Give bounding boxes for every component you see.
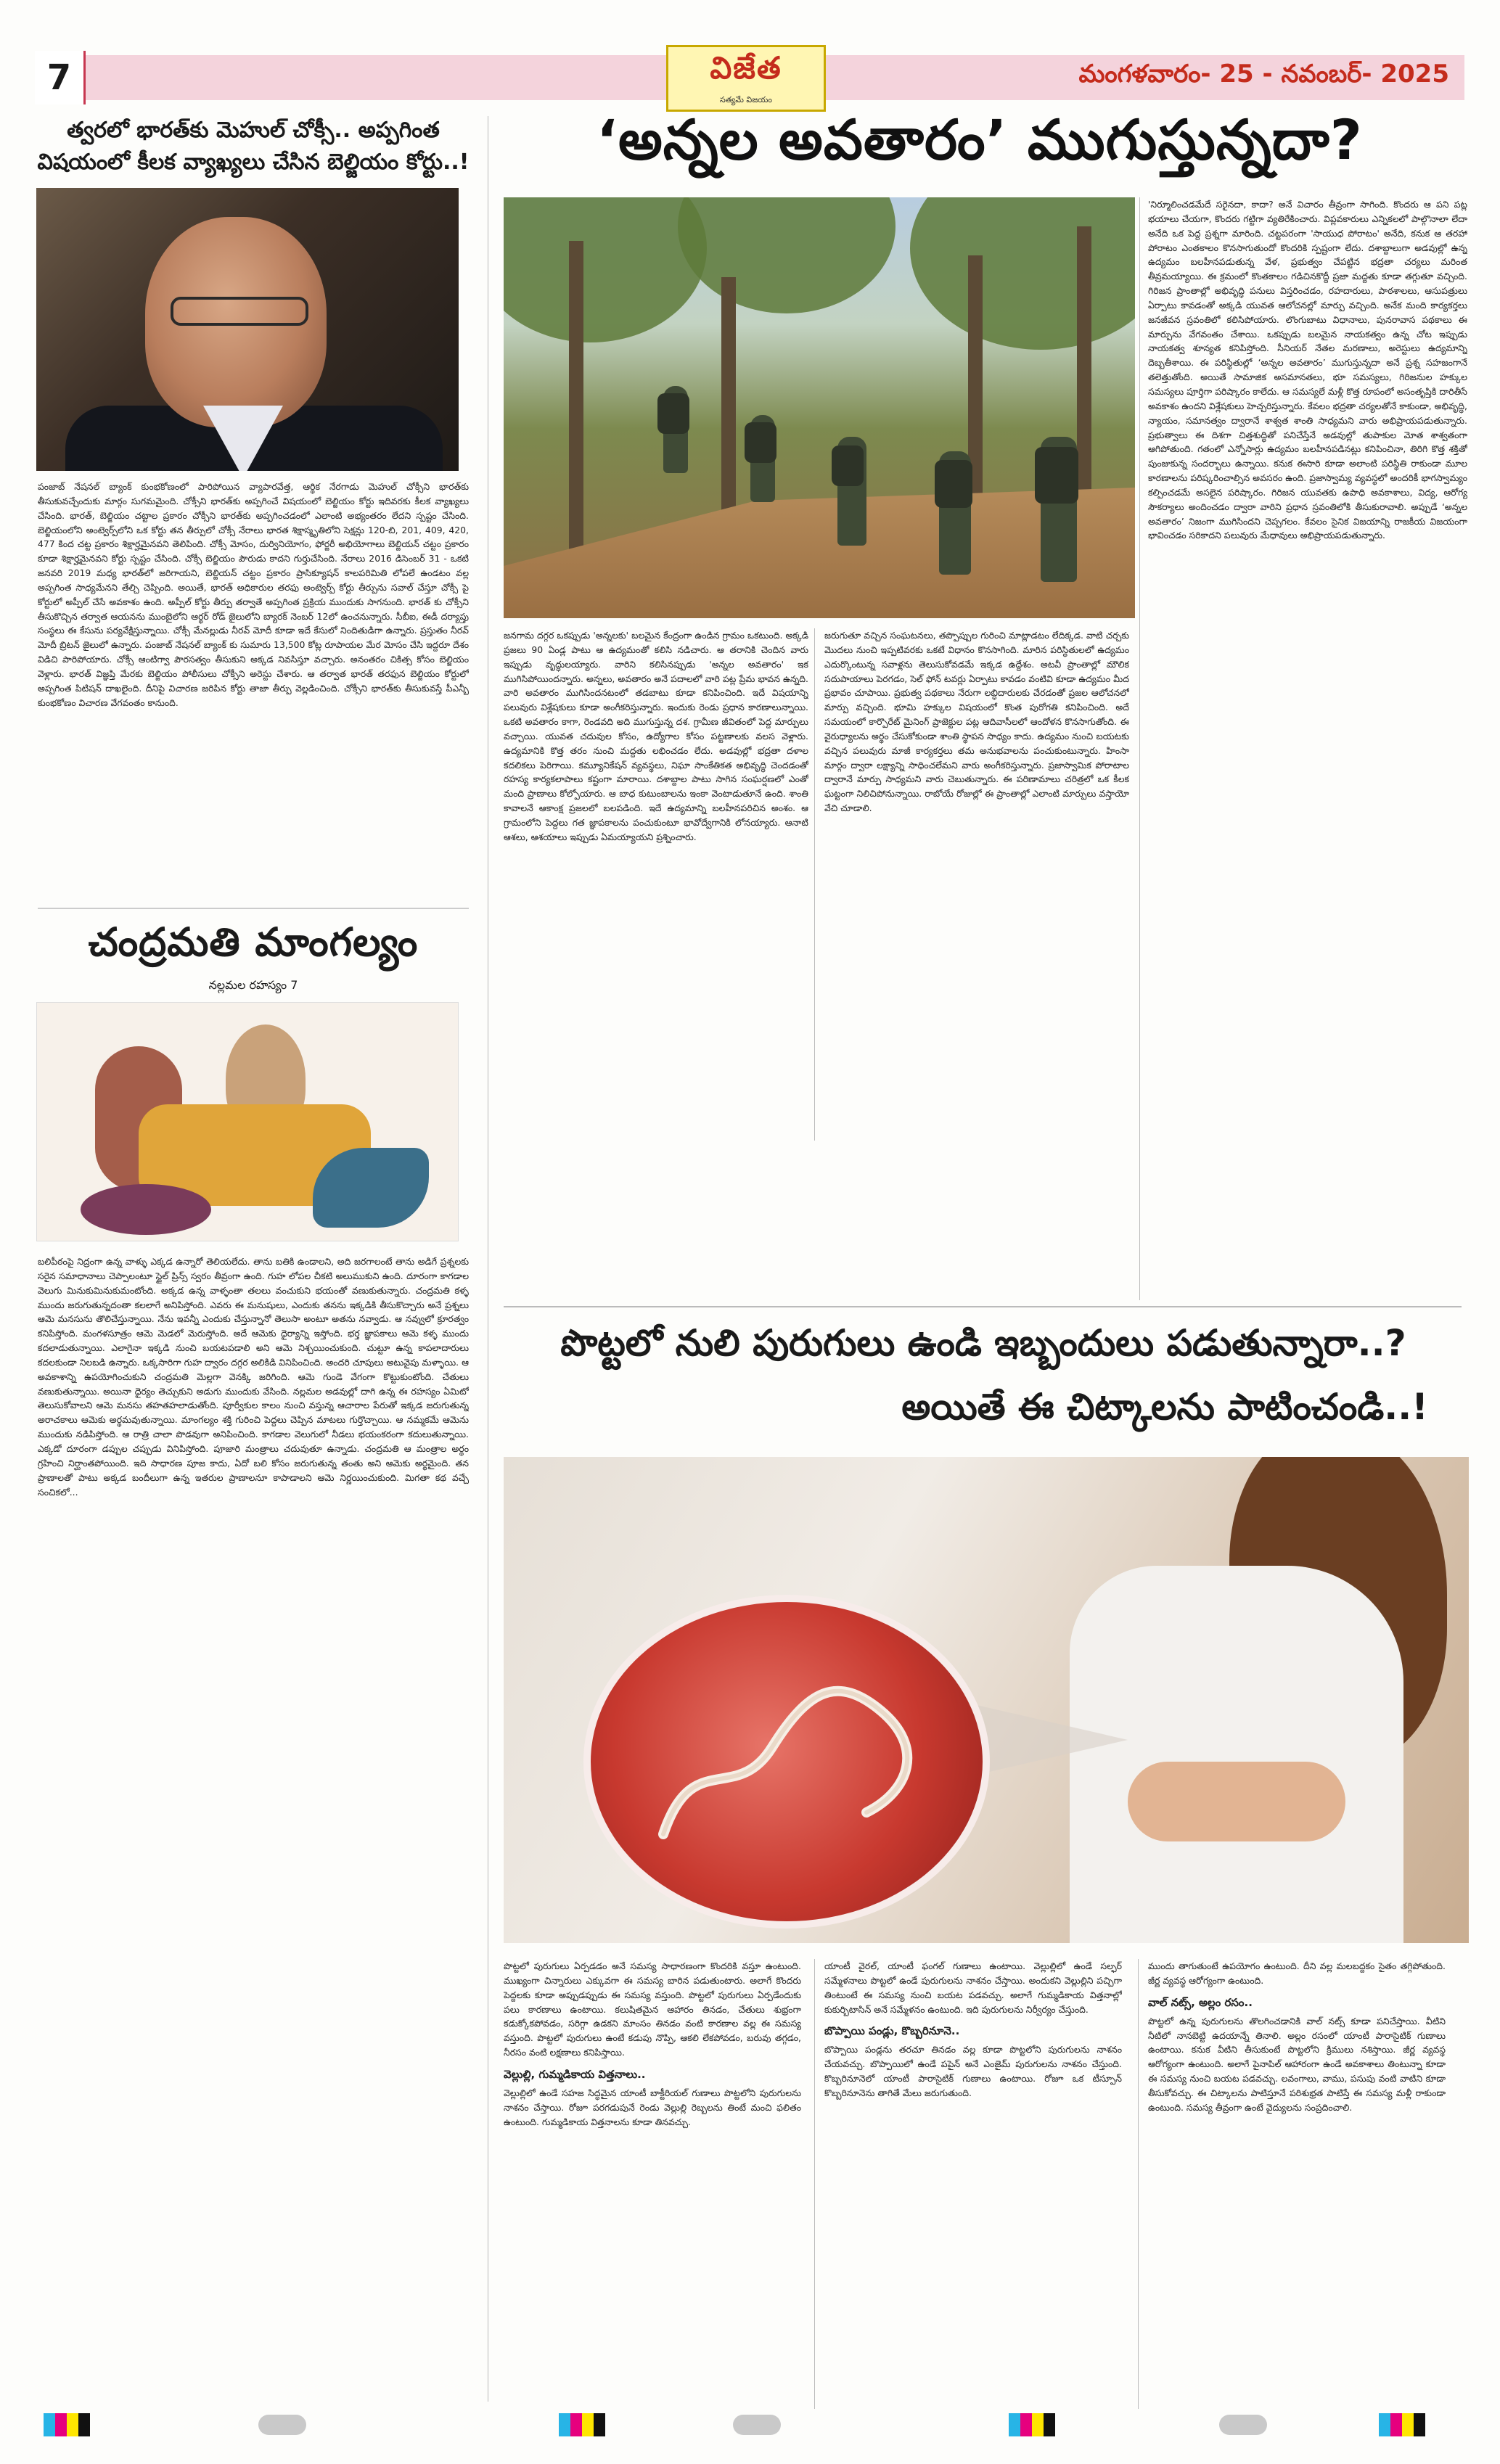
health-col2b-text: బొప్పాయి పండ్లను తరచూ తినడం వల్ల కూడా పొట్టలోని పురుగులను నాశనం చేయవచ్చు. బొప్పాయిలో ఉండే పపైన్ అనే ఎంజైమ్ పురుగులను నాశనం చేస్తుంది. కొబ్బరినూనెలో యాంటీ పారాసైటిక్ గుణాలు ఉంటాయి. రోజూ ఒక టీస్పూన్ కొబ్బరినూనెను తాగితే మేలు జరుగుతుంది. bbox=[824, 2044, 1122, 2098]
backpack-shape bbox=[745, 422, 776, 463]
tree-canopy-shape bbox=[504, 197, 707, 342]
dateline: మంగళవారం- 25 - నవంబర్- 2025 bbox=[1078, 59, 1449, 89]
health-column-2 bbox=[824, 1959, 1122, 2423]
health-headline: పొట్టలో నులి పురుగులు ఉండి ఇబ్బందులు పడుతున్నారా..? bbox=[560, 1322, 1406, 1364]
backpack-shape bbox=[935, 460, 972, 508]
serial-illustration bbox=[36, 1002, 459, 1241]
tree-canopy-shape bbox=[910, 197, 1135, 350]
health-col2-text: యాంటీ వైరల్, యాంటీ ఫంగల్ గుణాలు ఉంటాయి. వెల్లుల్లిలో ఉండే సల్ఫర్ సమ్మేళనాలు పొట్టలో ఉండే పురుగులను నాశనం చేస్తాయి. అందుకని వెల్లుల్లిని పచ్చిగా తింటుంటే ఈ సమస్య నుంచి బయట పడవచ్చు. అలాగే గుమ్మడికాయ విత్తనాల్లో కుకుర్బిటాసిన్ అనే సమ్మేళనం ఉంటుంది. ఇది పురుగులను నిర్వీర్యం చేస్తుంది. bbox=[824, 1960, 1122, 2015]
left-column bbox=[32, 110, 475, 2367]
serial-body: బలిపీఠంపై నిద్రంగా ఉన్న వాళ్ళు ఎక్కడ ఉన్నారో తెలియలేదు. తాను బతికి ఉండాలని, అది జరగాలంటే తాను అడిగే ప్రశ్నలకు సరైన సమాధానాలు చెప్పాలంటూ స్టైల్ ప్రిన్స్ స్వరం తీవ్రంగా ఉంది. గుహ లోపల చీకటి అలుముకుని ఉంది. దూరంగా కాగడాల వెలుగు మినుకుమినుకుమంటోంది. అక్కడ ఉన్న వాళ్ళంతా తలలు వంచుకుని భయంతో వణుకుతున్నారు. చంద్రమతి కళ్ళ ముందు జరుగుతున్నదంతా కలలాగే అనిపిస్తోంది. ఎవరు ఈ మనుషులు, ఎందుకు తనను ఇక్కడికి తీసుకొచ్చారు అనే ప్రశ్నలు ఆమె మనసును తొలిచేస్తున్నాయి. నేను ఇవన్నీ ఎందుకు చేస్తున్నానో తెలుసా అంటూ అతను నవ్వాడు. ఆ నవ్వులో క్రూరత్వం కనిపిస్తోంది. మంగళసూత్రం ఆమె మెడలో మెరుస్తోంది. అదే ఆమెకు ధైర్యాన్ని ఇస్తోంది. భర్త జ్ఞాపకాలు ఆమె కళ్ళ ముందు కదలాడుతున్నాయి. ఎలాగైనా ఇక్కడి నుంచి బయటపడాలి అని ఆమె నిశ్చయించుకుంది. చుట్టూ ఉన్న కాపలాదారులు కదలకుండా నిలబడి ఉన్నారు. ఒక్కసారిగా గుహ ద్వారం దగ్గర అలికిడి వినిపించింది. అందరి చూపులు అటువైపు మళ్ళాయి. ఆ అవకాశాన్ని ఉపయోగించుకుని చంద్రమతి మెల్లగా వెనక్కి జరిగింది. ఆమె గుండె వేగంగా కొట్టుకుంటోంది. చేతులు వణుకుతున్నాయి. అయినా ధైర్యం తెచ్చుకుని అడుగు ముందుకు వేసింది. నల్లమల అడవుల్లో దాగి ఉన్న ఈ రహస్యం ఏమిటో తెలుసుకోవాలని ఆమె మనసు తహతహలాడుతోంది. పూర్వీకుల కాలం నుంచి వస్తున్న ఆచారాల పేరుతో ఇక్కడ జరుగుతున్న అరాచకాలు ఆమెకు అర్థమవుతున్నాయి. మాంగల్యం శక్తి గురించి పెద్దలు చెప్పిన మాటలు గుర్తొచ్చాయి. ఆ నమ్మకమే ఆమెను ముందుకు నడిపిస్తోంది. ఆ రాత్రి చాలా పొడవుగా అనిపించింది. కాగడాల వెలుగులో నీడలు భయంకరంగా కదులుతున్నాయి. ఎక్కడో దూరంగా డప్పుల చప్పుడు వినిపిస్తోంది. పూజారి మంత్రాలు చదువుతూ ఉన్నాడు. చంద్రమతి ఆ మంత్రాల అర్థం గ్రహించి నిర్ఘాంతపోయింది. ఇది సాధారణ పూజ కాదు, ఏదో బలి కోసం జరుగుతున్న తంతు అని ఆమెకు అర్థమైంది. తన ప్రాణాలతో పాటు అక్కడ బందీలుగా ఉన్న ఇతరుల ప్రాణాలనూ కాపాడాలని ఆమె నిర్ణయించుకుంది. మిగతా కథ వచ్చే సంచికలో... bbox=[38, 1256, 469, 1498]
health-subhead-garlic: వెల్లుల్లి, గుమ్మడికాయ విత్తనాలు.. bbox=[504, 2067, 646, 2081]
worm-illustration bbox=[649, 1646, 925, 1863]
tree-canopy-shape bbox=[678, 197, 896, 313]
registration-pill bbox=[1219, 2415, 1267, 2435]
masthead-title: విజేత bbox=[710, 50, 782, 86]
column-rule bbox=[1138, 1959, 1139, 2409]
health-column-3 bbox=[1148, 1959, 1446, 2423]
masthead-tagline: సత్యమే విజయం bbox=[720, 95, 772, 104]
backpack-shape bbox=[657, 393, 689, 434]
health-col3-text: ముందు తాగుతుంటే ఉపయోగం ఉంటుంది. దీని వల్ల మలబద్దకం సైతం తగ్గిపోతుంది. జీర్ణ వ్యవస్థ ఆరోగ్యంగా ఉంటుంది. bbox=[1148, 1960, 1446, 1986]
lead-column-b: జరుగుతూ వచ్చిన సంఘటనలు, తప్పొప్పుల గురించి మాట్లాడటం లేదిక్కడ. వాటి చర్చకు మొదలు నుంచి ఇప్పటివరకు ఒకటే విధానం కొనసాగింది. మారిన పరిస్థితులలో ఉద్యమం ఎదుర్కొంటున్న సవాళ్లను తెలుసుకోవడమే ఇక్కడ ఉద్దేశం. అటవీ ప్రాంతాల్లో మౌలిక సదుపాయాలు పెరగడం, సెల్ ఫోన్ టవర్లు ఏర్పాటు కావడం వంటివి కూడా ఉద్యమం మీద ప్రభావం చూపాయి. ప్రభుత్వ పథకాలు నేరుగా లబ్ధిదారులకు చేరడంతో ప్రజల ఆలోచనలో మార్పు వచ్చింది. భూమి హక్కుల విషయంలో కొంత పురోగతి కనిపించింది. అదే సమయంలో కార్పొరేట్ మైనింగ్ ప్రాజెక్టుల పట్ల ఆదివాసీలలో ఆందోళన కొనసాగుతోంది. ఈ వైరుధ్యాలను అర్థం చేసుకోకుండా శాంతి స్థాపన సాధ్యం కాదు. ఉద్యమం నుంచి బయటకు వచ్చిన పలువురు మాజీ కార్యకర్తలు తమ అనుభవాలను పంచుకుంటున్నారు. హింసా మార్గం ద్వారా లక్ష్యాన్ని సాధించలేమని వారు అంగీకరిస్తున్నారు. ప్రజాస్వామిక పోరాటాల ద్వారానే మార్పు సాధ్యమని వారు చెబుతున్నారు. ఈ పరిణామాలు చరిత్రలో ఒక కీలక ఘట్టంగా నిలిచిపోనున్నాయి. రాబోయే రోజుల్లో ఈ ప్రాంతాల్లో ఎలాంటి మార్పులు వస్తాయో వేచి చూడాలి. bbox=[824, 630, 1129, 814]
illus-floor-shape bbox=[81, 1184, 211, 1235]
torso-shape bbox=[1070, 1566, 1403, 1943]
health-subhead-papaya: బొప్పాయి పండ్లు, కొబ్బరినూనె.. bbox=[824, 2024, 960, 2038]
serial-title: చంద్రమతి మాంగల్యం bbox=[88, 919, 419, 965]
forest-patrol-photo bbox=[504, 197, 1135, 618]
choksi-body: పంజాబ్ నేషనల్ బ్యాంక్ కుంభకోణంలో పారిపోయిన వ్యాపారవేత్త, ఆర్థిక నేరగాడు మెహుల్ చోక్సీని భారత్‌కు తీసుకువచ్చేందుకు మార్గం సుగమమైంది. చోక్సీని భారత్‌కు అప్పగించే విషయంలో బెల్జియం కోర్టు ఇదివరకు కీలక వ్యాఖ్యలు చేసింది. భారత్, బెల్జియం చట్టాల ప్రకారం చోక్సీని భారత్‌కు అప్పగించడంలో ఎలాంటి అభ్యంతరం లేదని స్పష్టం చేసింది. బెల్జియంలోని అంట్వెర్ప్‌లోని ఒక కోర్టు తన తీర్పులో చోక్సీ నేరాలు భారత శిక్షాస్మృతిలోని సెక్షన్లు 120-బి, 201, 409, 420, 477 కింద చట్ట ప్రకారం శిక్షార్హమైనవని తెలిపింది. చోక్సీ మోసం, దుర్వినియోగం, ఫోర్జరీ అభియోగాలు బెల్జియన్ చట్టం ప్రకారం కూడా శిక్షార్హమైనవని కోర్టు స్పష్టం చేసింది. చోక్సీ బెల్జియం పౌరుడు కాదని గుర్తుచేసింది. నేరాలు 2016 డిసెంబర్ 31 - ఒకటి జనవరి 2019 మధ్య భారత్‌లో జరిగాయని, బెల్జియన్ చట్టం ప్రకారం ప్రాసిక్యూషన్ కాలపరిమితి లోపలే ఉండటం వల్ల అప్పగింత సాధ్యమేనని తేల్చి చెప్పింది. అయితే, భారత్ అధికారుల తరఫు అంట్వెర్ప్ కోర్టు తీర్పును సవాల్ చేస్తూ చోక్సీ పై కోర్టులో అప్పీల్ చేసే అవకాశం ఉంది. అప్పీల్ కోర్టు తీర్పు తర్వాతే అప్పగింత ప్రక్రియ ముందుకు సాగనుంది. భారత్ కు చోక్సీని తీసుకొచ్చిన తర్వాత ఆయనను ముంబైలోని ఆర్థర్ రోడ్ జైలులోని బ్యారక్ నెంబర్ 12లో ఉంచనున్నారు. సీబీఐ, ఈడీ దర్యాప్తు సంస్థలు ఈ కేసును పర్యవేక్షిస్తున్నాయి. చోక్సీ మేనల్లుడు నీరవ్ మోదీ కూడా ఇదే కేసులో నిందితుడిగా ఉన్నారు. ప్రస్తుతం నీరవ్ మోదీ బ్రిటన్ జైలులో ఉన్నారు. పంజాబ్ నేషనల్ బ్యాంక్ కు సుమారు 13,500 కోట్ల రూపాయల మేర మోసం చేసి ఇద్దరూ దేశం విడిచి పారిపోయారు. చోక్సీ ఆంటిగ్వా పౌరసత్వం తీసుకుని అక్కడ నివసిస్తూ వచ్చారు. అనంతరం చికిత్స కోసం బెల్జియం వెళ్లారు. భారత్ విజ్ఞప్తి మేరకు బెల్జియం పోలీసులు చోక్సీని అరెస్టు చేశారు. ఆ తర్వాత భారత్ తరఫున బెల్జియం కోర్టులో అప్పగింత పిటిషన్ దాఖలైంది. దీనిపై విచారణ జరిపిన కోర్టు తాజా తీర్పు వెల్లడించింది. చోక్సీని భారత్‌కు తీసుకువస్తే పీఎన్బీ కుంభకోణం విచారణ వేగవంతం కానుంది. bbox=[38, 481, 469, 708]
color-registration-marks bbox=[559, 2413, 605, 2436]
page-number: 7 bbox=[35, 51, 86, 104]
lead-column-a: జనగామ దగ్గర ఒకప్పుడు 'అన్నలకు' బలమైన కేంద్రంగా ఉండిన గ్రామం ఒకటుంది. అక్కడి ప్రజలు 90 ఏండ్ల పాటు ఆ ఉద్యమంతో కలిసి నడిచారు. ఆ తరానికి చెందిన వారు ఇప్పుడు వృద్ధులయ్యారు. వారిని కలిసినప్పుడు 'అన్నల అవతారం' ఇక ముగిసిపోయిందన్నారు. అన్నలు, అవతారం అనే పదాలలో వారి పట్ల ప్రేమ భావన ఉన్నది. వారి అవతారం ముగిసిందనటంలో తడబాటు కూడా కనిపించింది. ఇదే విషయాన్ని పలువురు విశ్లేషకులు కూడా అంగీకరిస్తున్నారు. ఇందుకు రెండు ప్రధాన కారణాలున్నాయి. ఒకటి అవతారం కాగా, రెండవది అది ముగుస్తున్న దశ. గ్రామీణ జీవితంలో పెద్ద మార్పులు వచ్చాయి. యువత చదువుల కోసం, ఉద్యోగాల కోసం పట్టణాలకు వలస వెళ్లారు. ఉద్యమానికి కొత్త తరం నుంచి మద్దతు లభించడం లేదు. అడవుల్లో భద్రతా దళాల కదలికలు పెరిగాయి. కమ్యూనికేషన్ వ్యవస్థలు, నిఘా సాంకేతికత అభివృద్ధి చెందడంతో రహస్య కార్యకలాపాలు కష్టంగా మారాయి. దశాబ్దాల పాటు సాగిన సంఘర్షణలో ఎంతో మంది ప్రాణాలు కోల్పోయారు. ఆ బాధ కుటుంబాలను ఇంకా వెంటాడుతూనే ఉంది. శాంతి కావాలనే ఆకాంక్ష ప్రజలలో బలపడింది. ఇదే ఉద్యమాన్ని బలహీనపరిచిన అంశం. ఆ గ్రామంలోని పెద్దలు గత జ్ఞాపకాలను పంచుకుంటూ భావోద్వేగానికి లోనయ్యారు. ఆనాటి ఆశలు, ఆశయాలు ఇప్పుడు ఏమయ్యాయని ప్రశ్నించారు. bbox=[504, 630, 808, 842]
color-registration-marks bbox=[1379, 2413, 1425, 2436]
registration-pill bbox=[733, 2415, 781, 2435]
illus-cloth-shape bbox=[313, 1148, 429, 1228]
health-col1-text: పొట్టలో పురుగులు ఏర్పడడం అనే సమస్య సాధారణంగా కొందరికి వస్తూ ఉంటుంది. ముఖ్యంగా చిన్నారులు ఎక్కువగా ఈ సమస్య బారిన పడుతుంటారు. అలాగే కొందరు పెద్దలకు కూడా అప్పుడప్పుడు ఈ సమస్య వస్తుంది. పొట్టలో పురుగులు ఏర్పడేందుకు పలు కారణాలు ఉంటాయి. కలుషితమైన ఆహారం తినడం, చేతులు శుభ్రంగా కడుక్కోకపోవడం, సరిగ్గా ఉడకని మాంసం తినడం వంటి కారణాల వల్ల ఈ సమస్య వస్తుంది. పొట్టలో పురుగులు ఉంటే కడుపు నొప్పి, ఆకలి లేకపోవడం, బరువు తగ్గడం, నీరసం వంటి లక్షణాలు కనిపిస్తాయి. bbox=[504, 1960, 801, 2058]
health-subheadline: అయితే ఈ చిట్కాలను పాటించండి..! bbox=[901, 1386, 1428, 1428]
serial-subtitle: నల్లమల రహస్యం 7 bbox=[208, 978, 298, 992]
section-divider bbox=[504, 1306, 1462, 1307]
photo-glasses-shape bbox=[171, 297, 308, 326]
color-registration-marks bbox=[1009, 2413, 1055, 2436]
health-subhead-walnut: వాల్ నట్స్, అల్లం రసం.. bbox=[1148, 1995, 1253, 2009]
stomach-worm-photo bbox=[504, 1457, 1469, 1943]
column-rule bbox=[814, 628, 815, 1141]
health-col3b-text: పొట్టలో ఉన్న పురుగులను తొలగించడానికి వాల్ నట్స్ కూడా పనిచేస్తాయి. వీటిని నీటిలో నానబెట్టి ఉదయాన్నే తినాలి. అల్లం రసంలో యాంటీ పారాసైటిక్ గుణాలు ఉంటాయి. కనుక వీటిని తీసుకుంటే పొట్టలోని క్రిములు నశిస్తాయి. జీర్ణ వ్యవస్థ ఆరోగ్యంగా ఉంటుంది. అలాగే పైనాపిల్ ఆహారంగా ఉండే అవకాశాలు తింటున్నా కూడా ఈ సమస్య నుంచి బయట పడవచ్చు. లవంగాలు, వాము, పసుపు వంటి వాటిని కూడా తీసుకోవచ్చు. ఈ చిట్కాలను పాటిస్తూనే పరిశుభ్రత పాటిస్తే ఈ సమస్య మళ్లీ రాకుండా ఉంటుంది. సమస్య తీవ్రంగా ఉంటే వైద్యులను సంప్రదించాలి. bbox=[1148, 2015, 1446, 2113]
health-col1b-text: వెల్లుల్లిలో ఉండే సహజ సిద్ధమైన యాంటీ బాక్టీరియల్ గుణాలు పొట్టలోని పురుగులను నాశనం చేస్తాయి. రోజూ పరగడుపునే రెండు వెల్లుల్లి రెబ్బలను తింటే మంచి ఫలితం ఉంటుంది. గుమ్మడికాయ విత్తనాలను కూడా తినవచ్చు. bbox=[504, 2087, 801, 2127]
choksi-headline: త్వరలో భారత్‌కు మెహుల్ చోక్సీ.. అప్పగింత విషయంలో కీలక వ్యాఖ్యలు చేసిన బెల్జియం కోర్టు..! bbox=[37, 118, 470, 175]
backpack-shape bbox=[832, 445, 864, 486]
health-column-1 bbox=[504, 1959, 801, 2423]
divider bbox=[38, 908, 469, 909]
column-rule bbox=[814, 1959, 815, 2409]
masthead-logo bbox=[666, 45, 826, 112]
hand-shape bbox=[1128, 1762, 1345, 1841]
column-rule bbox=[1139, 197, 1140, 1300]
registration-pill bbox=[258, 2415, 306, 2435]
color-registration-marks bbox=[44, 2413, 90, 2436]
choksi-photo bbox=[36, 188, 459, 471]
lead-right-column: 'నిర్మూలించడమేదే సరైనదా, కాదా? అనే విచారం తీవ్రంగా సాగింది. కొందరు ఆ పని పట్ల భయాలు చేయగా, కొందరు గట్టిగా వ్యతిరేకించారు. విప్లవకారులు ఎన్నికలలో పాల్గొనాలా లేదా అనేది ఒక పెద్ద ప్రశ్నగా మారింది. చట్టపరంగా 'సాయుధ పోరాటం' అనేది, కనుక ఆ తరహా పోరాటం ఎంతకాలం కొనసాగుతుందో కొందరికి స్పష్టంగా లేదు. దశాబ్దాలుగా అడవుల్లో ఉన్న ఉద్యమం బలహీనపడుతున్న వేళ, ప్రభుత్వం చేపట్టిన భద్రతా చర్యలు మరింత తీవ్రమయ్యాయి. ఈ క్రమంలో కొంతకాలం గడిచినకొద్దీ ప్రజా మద్దతు కూడా తగ్గుతూ వచ్చింది. గిరిజన ప్రాంతాల్లో అభివృద్ధి పనులు విస్తరించడం, రహదారులు, పాఠశాలలు, ఆసుపత్రులు ఏర్పాటు కావడంతో అక్కడి యువత ఆలోచనల్లో మార్పు వచ్చింది. అనేక మంది కార్యకర్తలు జనజీవన స్రవంతిలో కలిసిపోయారు. లొంగుబాటు విధానాలు, పునరావాస పథకాలు ఈ మార్పును వేగవంతం చేశాయి. ఒకప్పుడు బలమైన నాయకత్వం ఉన్న చోట ఇప్పుడు నాయకత్వ శూన్యత కనిపిస్తోంది. సీనియర్ నేతల మరణాలు, అరెస్టులు ఉద్యమాన్ని దెబ్బతీశాయి. ఈ పరిస్థితుల్లో ‘అన్నల అవతారం’ ముగుస్తున్నదా అనే ప్రశ్న సహజంగానే తలెత్తుతోంది. అయితే సామాజిక అసమానతలు, భూ సమస్యలు, గిరిజనుల హక్కుల సమస్యలు పూర్తిగా పరిష్కారం కాలేదు. ఆ సమస్యలే మళ్లీ కొత్త రూపంలో అసంతృప్తికి దారితీసే అవకాశం ఉందని విశ్లేషకులు హెచ్చరిస్తున్నారు. కేవలం భద్రతా చర్యలతోనే కాకుండా, అభివృద్ధి, న్యాయం, సమానత్వం ద్వారానే శాశ్వత శాంతి సాధ్యమని వారు అభిప్రాయపడుతున్నారు. ప్రభుత్వాలు ఈ దిశగా చిత్తశుద్ధితో పనిచేస్తేనే అడవుల్లో తుపాకుల మోత శాశ్వతంగా ఆగిపోతుంది. గతంలో ఎన్నోసార్లు ఉద్యమం బలహీనపడినట్లు కనిపించినా, తిరిగి కొత్త శక్తితో పుంజుకున్న సందర్భాలు ఉన్నాయి. కనుక ఈసారి కూడా అలాంటి పరిస్థితి రాకుండా మూల కారణాలను పరిష్కరించాల్సిన అవసరం ఉంది. ప్రజాస్వామ్య వ్యవస్థలో అందరికీ భాగస్వామ్యం కల్పించడమే అసలైన పరిష్కారం. గిరిజన యువతకు ఉపాధి అవకాశాలు, విద్య, ఆరోగ్య సౌకర్యాలు అందించడం ద్వారా వారిని ప్రధాన స్రవంతిలోకి తీసుకురావాలి. అప్పుడే ‘అన్నల అవతారం’ నిజంగా ముగిసిందని చెప్పగలం. కేవలం సైనిక విజయాన్ని రాజకీయ విజయంగా భావించడం సరికాదని పలువురు మేధావులు అభిప్రాయపడుతున్నారు. bbox=[1148, 199, 1467, 541]
page-header bbox=[0, 0, 1500, 109]
backpack-shape bbox=[1035, 447, 1078, 504]
lead-headline: ‘అన్నల అవతారం’ ముగుస్తున్నదా? bbox=[597, 107, 1363, 172]
